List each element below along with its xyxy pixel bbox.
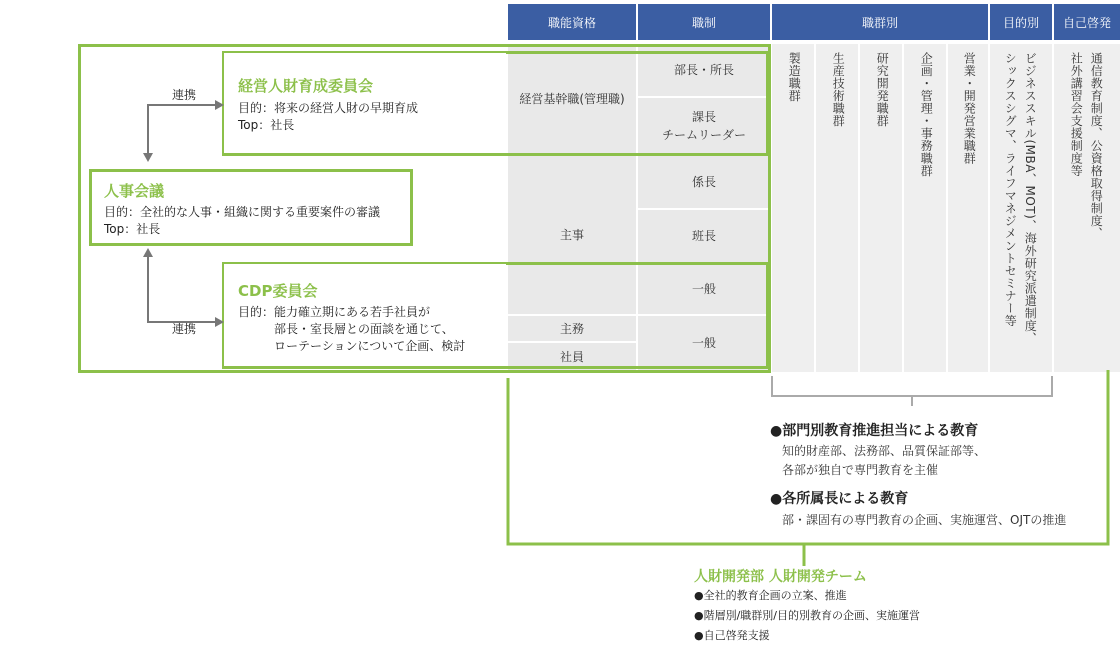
committee-jinji-title: 人事会議 — [104, 182, 165, 200]
committee-jinji-top: Top：社長 — [104, 222, 161, 236]
committee-cdp-purpose-3: ローテーションについて企画、検討 — [274, 339, 466, 353]
hr-team-item-3: ●自己啓発支援 — [694, 629, 770, 642]
grade-shain: 社員 — [508, 343, 636, 370]
dept-edu-body-1b: 各部が独自で専門教育を主催 — [782, 463, 939, 477]
renkei-label-top: 連携 — [172, 88, 197, 102]
grade-shumu: 主務 — [508, 316, 636, 341]
arrow-top-right-head — [215, 100, 224, 110]
position-kakaricho: 係長 — [638, 156, 770, 208]
position-bucho: 部長・所長 — [638, 44, 770, 96]
jiko-text-1: 通信教育制度、公資格取得制度、 — [1089, 52, 1104, 240]
shokugun-kenkyu-kaihatsu: 研究開発職群 — [875, 52, 890, 127]
arrow-bottom-right-head — [215, 317, 224, 327]
renkei-arrows — [130, 90, 230, 350]
header-shokugun-betsu: 職群別 — [772, 4, 988, 40]
hr-team-item-1: ●全社的教育企画の立案、推進 — [694, 589, 847, 602]
shokugun-seisan-gijutsu: 生産技術職群 — [831, 52, 846, 127]
renkei-label-bottom: 連携 — [172, 322, 197, 336]
position-ippan-1: 一般 — [638, 264, 770, 314]
grade-shuji: 主事 — [508, 156, 636, 314]
header-shokuno-shikaku: 職能資格 — [508, 4, 636, 40]
committee-keiei-purpose: 目的：将来の経営人財の早期育成 — [238, 101, 419, 115]
header-mokuteki-betsu: 目的別 — [990, 4, 1052, 40]
header-shokusei: 職制 — [638, 4, 770, 40]
position-hancho: 班長 — [638, 210, 770, 262]
header-jiko-keihatsu: 自己啓発 — [1054, 4, 1120, 40]
committee-jinji-purpose: 目的：全社的な人事・組織に関する重要案件の審議 — [104, 205, 381, 219]
committee-cdp-title: CDP委員会 — [238, 282, 318, 300]
arrow-top-down-head — [143, 153, 153, 162]
committee-cdp-purpose-2: 部長・室長層との面談を通じて、 — [274, 322, 454, 336]
shokugun-seizo: 製造職群 — [787, 52, 802, 102]
hr-team-title: 人財開発部 人財開発チーム — [694, 569, 867, 585]
arrow-top-line — [148, 105, 218, 155]
position-kacho-line2: チームリーダー — [661, 128, 746, 142]
arrow-bottom-line — [148, 255, 218, 322]
mokuteki-col — [990, 44, 1052, 372]
jiko-text-2: 社外講習会支援制度等 — [1069, 52, 1084, 177]
committee-keiei-top: Top：社長 — [238, 118, 295, 132]
position-ippan-2: 一般 — [638, 316, 770, 370]
position-kacho-line1: 課長 — [691, 110, 716, 124]
shokugun-kikaku-kanri: 企画・管理・事務職群 — [919, 52, 934, 177]
committee-keiei-title: 経営人財育成委員会 — [238, 77, 374, 95]
mokuteki-text-1: ビジネススキル(MBA、MOT)、海外研究派遣制度、 — [1023, 52, 1038, 345]
dept-edu-head-2: ●各所属長による教育 — [770, 491, 909, 507]
hr-team-item-2: ●階層別/職群別/目的別教育の企画、実施運営 — [694, 609, 921, 622]
dept-edu-body-1a: 知的財産部、法務部、品質保証部等、 — [782, 444, 987, 458]
dept-edu-head-1: ●部門別教育推進担当による教育 — [770, 423, 979, 439]
arrow-bottom-up-head — [143, 248, 153, 257]
jiko-col — [1054, 44, 1120, 372]
shokugun-eigyo: 営業・開発営業職群 — [962, 52, 977, 165]
dept-edu-body-2: 部・課固有の専門教育の企画、実施運営、OJTの推進 — [782, 513, 1067, 527]
mokuteki-text-2: シックスシグマ、ライフマネジメントセミナー等 — [1003, 52, 1018, 327]
committee-cdp-purpose-1: 目的：能力確立期にある若手社員が — [238, 305, 431, 319]
grade-keiei-kikan: 経営基幹職(管理職) — [508, 44, 636, 154]
